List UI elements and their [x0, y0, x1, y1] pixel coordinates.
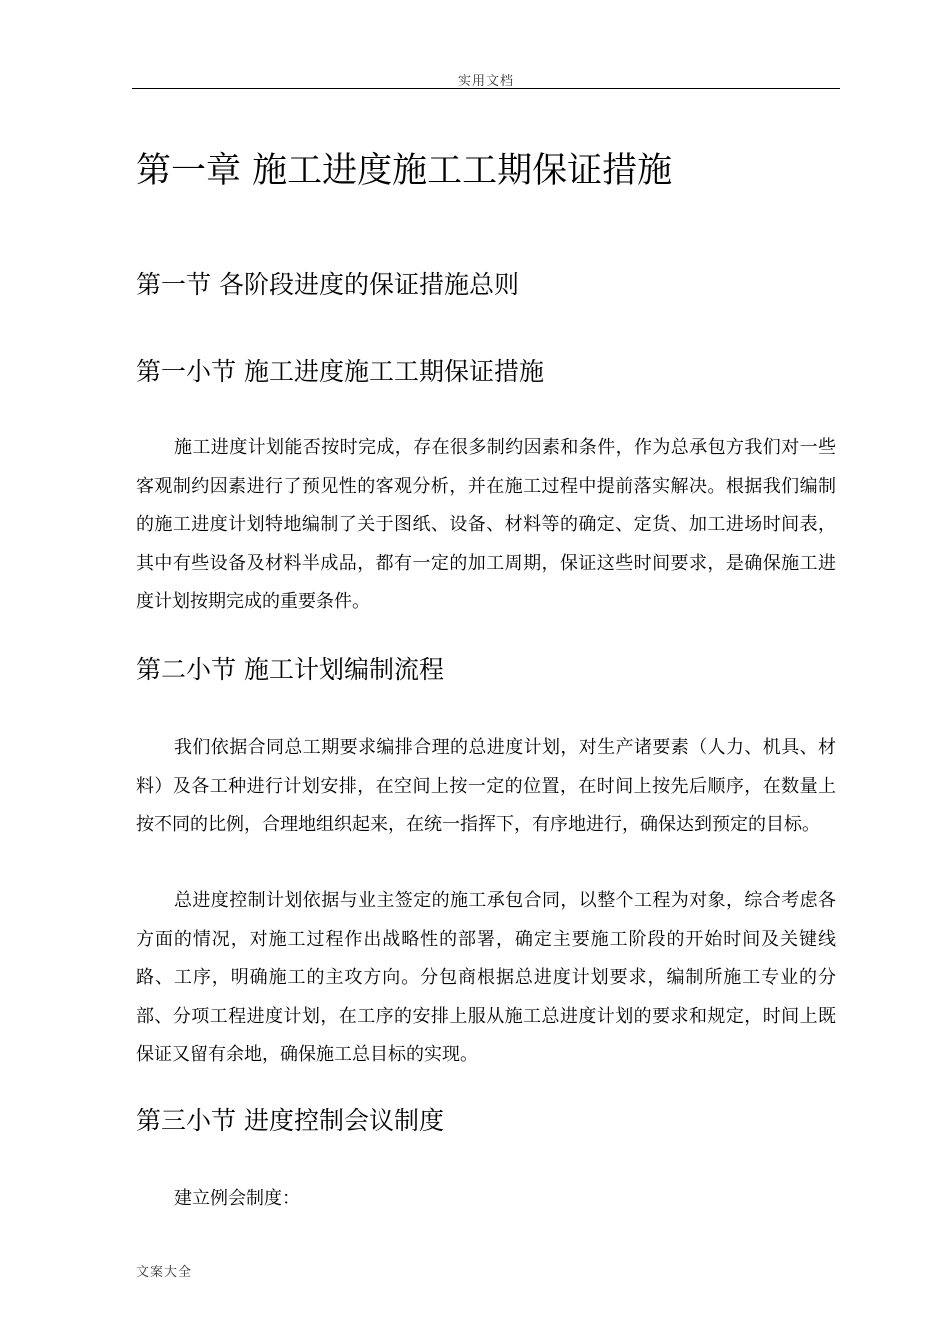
subsection-1-paragraph-1: 施工进度计划能否按时完成，存在很多制约因素和条件，作为总承包方我们对一些客观制约因素进行了预见性的客观分析，并在施工过程中提前落实解决。根据我们编制的施工进度计划特地编制了关于图纸、设备、材料等的确定、定货、加工进场时间表，其中有些设备及材料半成品，都有一定的加工周期，保证这些时间要求，是确保施工进度计划按期完成的重要条件。	[136, 437, 836, 612]
page-footer: 文案大全	[136, 1265, 193, 1280]
subsection-2-paragraph-1: 我们依据合同总工期要求编排合理的总进度计划，对生产诸要素（人力、机具、材料）及各工种进行计划安排，在空间上按一定的位置，在时间上按先后顺序，在数量上按不同的比例，合理地组织起来，在统一指挥下，有序地进行，确保达到预定的目标。	[136, 737, 836, 835]
subsection-3-title: 第三小节 进度控制会议制度	[136, 1106, 444, 1135]
subsection-1-title: 第一小节 施工进度施工工期保证措施	[136, 357, 544, 386]
page-header: 实用文档	[457, 74, 514, 89]
subsection-2-title: 第二小节 施工计划编制流程	[136, 655, 444, 684]
subsection-3-paragraph-1: 建立例会制度：	[174, 1188, 300, 1209]
section-title: 第一节 各阶段进度的保证措施总则	[136, 270, 519, 299]
subsection-2-paragraph-2: 总进度控制计划依据与业主签定的施工承包合同，以整个工程为对象，综合考虑各方面的情况，对施工过程作出战略性的部署，确定主要施工阶段的开始时间及关键线路、工序，明确施工的主攻方向。分包商根据总进度计划要求，编制所施工专业的分部、分项工程进度计划，在工序的安排上服从施工总进度计划的要求和规定，时间上既保证又留有余地，确保施工总目标的实现。	[136, 890, 836, 1065]
header-divider	[132, 88, 840, 89]
chapter-title: 第一章 施工进度施工工期保证措施	[136, 151, 673, 191]
